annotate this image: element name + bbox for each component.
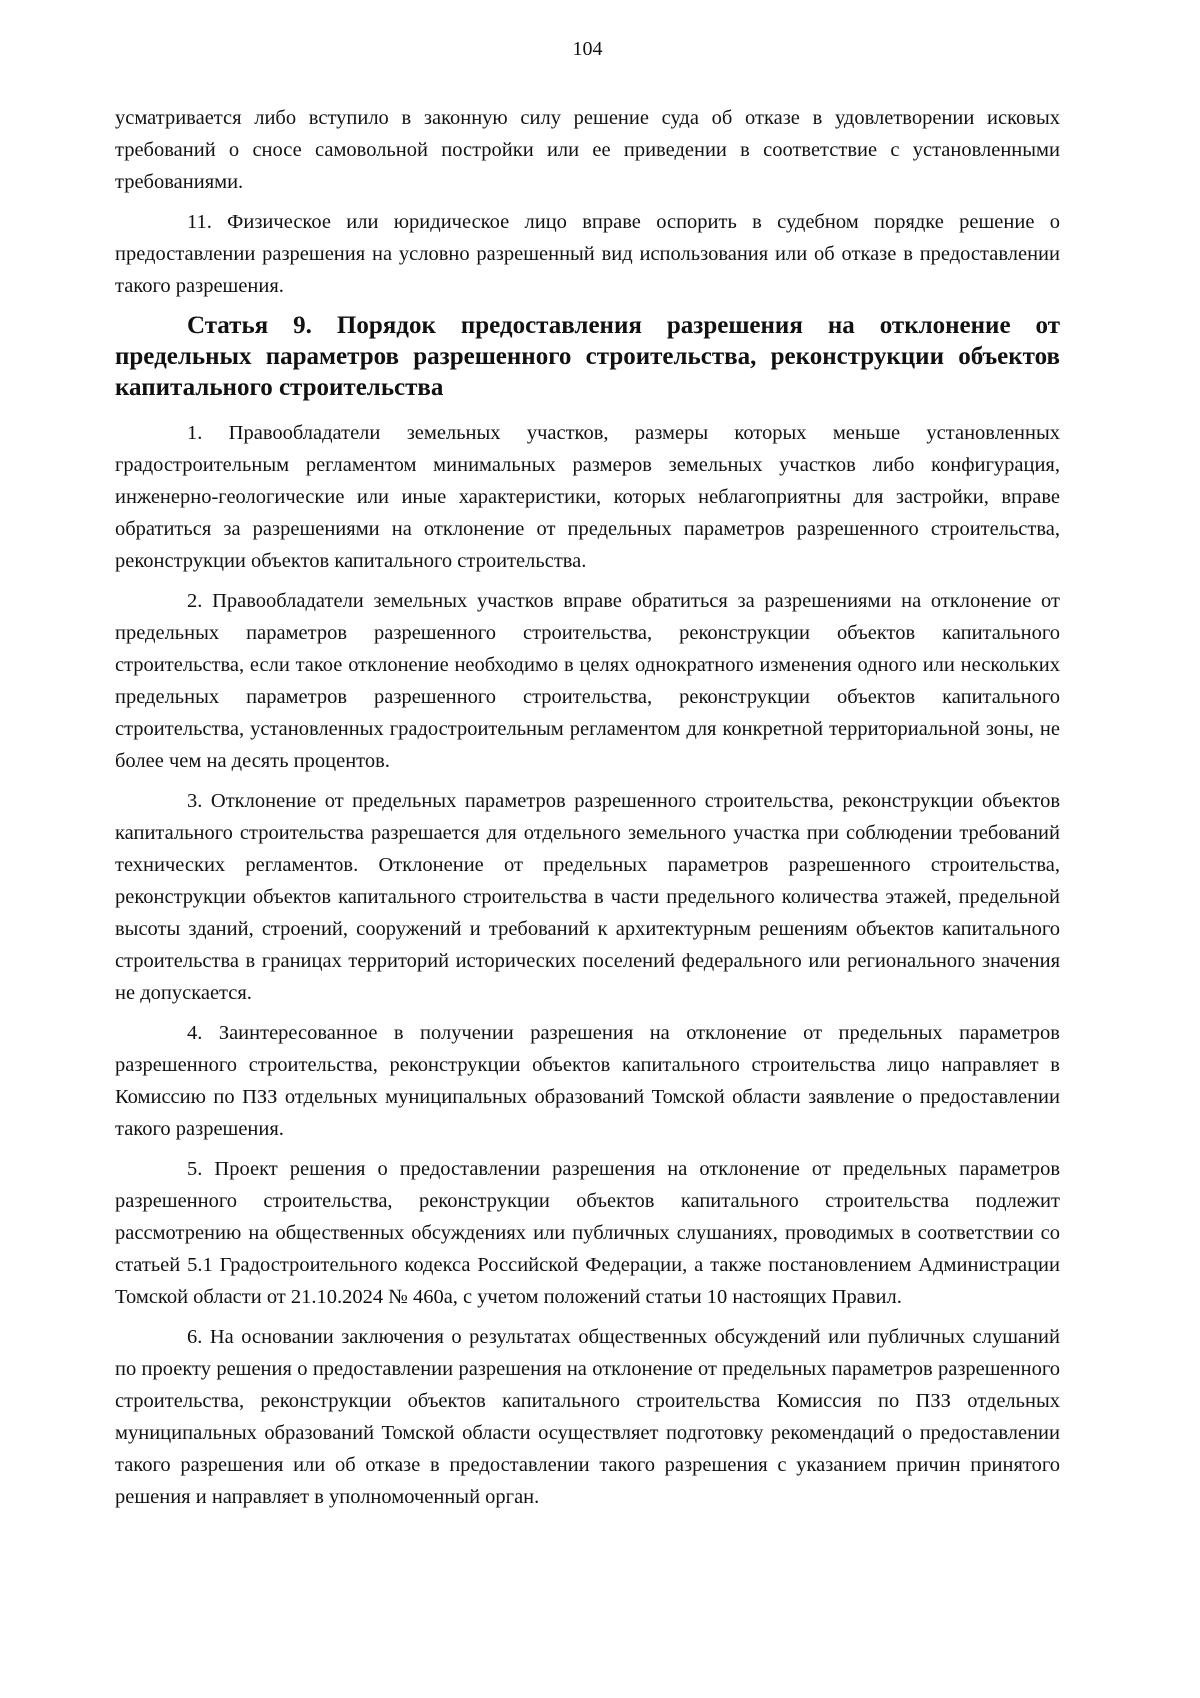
paragraph-5: 5. Проект решения о предоставлении разрешения на отклонение от предельных параметров разрешенного строительства, реконструкции объектов капитального строительства подлежит рассмотрению на общественных обсуждениях или публичных слушаниях, проводимых в соответствии со статьей 5.1 Градостроительного кодекса Российской Федерации, а также постановлением Администрации Томской области от 21.10.2024 № 460а, с учетом положений статьи 10 настоящих Правил. [115,1158,1060,1308]
paragraph-3: 3. Отклонение от предельных параметров разрешенного строительства, реконструкции объектов капитального строительства разрешается для отдельного земельного участка при соблюдении требований технических регламентов. Отклонение от предельных параметров разрешенного строительства, реконструкции объектов капитального строительства в части предельного количества этажей, предельной высоты зданий, строений, сооружений и требований к архитектурным решениям объектов капитального строительства в границах территорий исторических поселений федерального или регионального значения не допускается. [115,790,1060,1004]
article-heading: Статья 9. Порядок предоставления разрешения на отклонение от предельных параметров разрешенного строительства, реконструкции объектов капитального строительства [115,312,1060,401]
paragraph-6: 6. На основании заключения о результатах общественных обсуждений или публичных слушаний по проекту решения о предоставлении разрешения на отклонение от предельных параметров разрешенного строительства, реконструкции объектов капитального строительства Комиссия по ПЗЗ отдельных муниципальных образований Томской области осуществляет подготовку рекомендаций о предоставлении такого разрешения или об отказе в предоставлении такого разрешения с указанием причин принятого решения и направляет в уполномоченный орган. [115,1326,1060,1508]
paragraph-2: 2. Правообладатели земельных участков вправе обратиться за разрешениями на отклонение от предельных параметров разрешенного строительства, реконструкции объектов капитального строительства, если такое отклонение необходимо в целях однократного изменения одного или нескольких предельных параметров разрешенного строительства, реконструкции объектов капитального строительства, установленных градостроительным регламентом для конкретной территориальной зоны, не более чем на десять процентов. [115,590,1060,772]
paragraph-continuation: усматривается либо вступило в законную силу решение суда об отказе в удовлетворении исковых требований о сносе самовольной постройки или ее приведении в соответствие с установленными требованиями. [115,107,1060,193]
paragraph-4: 4. Заинтересованное в получении разрешения на отклонение от предельных параметров разрешенного строительства, реконструкции объектов капитального строительства лицо направляет в Комиссию по ПЗЗ отдельных муниципальных образований Томской области заявление о предоставлении такого разрешения. [115,1022,1060,1140]
paragraph-11: 11. Физическое или юридическое лицо вправе оспорить в судебном порядке решение о предоставлении разрешения на условно разрешенный вид использования или об отказе в предоставлении такого разрешения. [115,211,1060,297]
page-number: 104 [572,38,603,60]
paragraph-1: 1. Правообладатели земельных участков, размеры которых меньше установленных градостроительным регламентом минимальных размеров земельных участков либо конфигурация, инженерно-геологические или иные характеристики, которых неблагоприятны для застройки, вправе обратиться за разрешениями на отклонение от предельных параметров разрешенного строительства, реконструкции объектов капитального строительства. [115,422,1060,572]
